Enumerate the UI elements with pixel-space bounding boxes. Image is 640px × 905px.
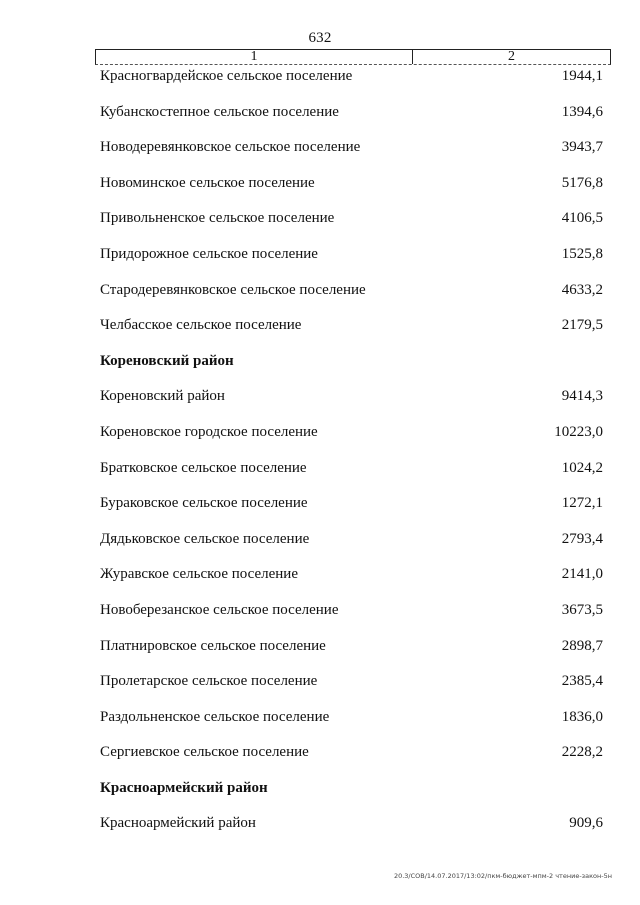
district-heading: Красноармейский район bbox=[100, 779, 268, 796]
amount-value: 2228,2 bbox=[561, 744, 603, 761]
table-row bbox=[100, 208, 603, 244]
amount-value: 3673,5 bbox=[561, 601, 603, 618]
amount-value: 9414,3 bbox=[561, 388, 603, 405]
district-heading-row bbox=[100, 351, 603, 387]
settlement-name: Журавское сельское поселение bbox=[100, 566, 298, 583]
table-row bbox=[100, 529, 603, 565]
amount-value: 4633,2 bbox=[561, 281, 603, 298]
settlement-name: Новоберезанское сельское поселение bbox=[100, 601, 339, 618]
amount-value: 2141,0 bbox=[561, 566, 603, 583]
settlement-name: Красноармейский район bbox=[100, 815, 256, 832]
amount-value: 2898,7 bbox=[561, 637, 603, 654]
table-row bbox=[100, 493, 603, 529]
table-row bbox=[100, 244, 603, 280]
amount-value: 4106,5 bbox=[561, 210, 603, 227]
district-heading-row bbox=[100, 778, 603, 814]
settlement-name: Привольненское сельское поселение bbox=[100, 210, 335, 227]
settlement-name: Братковское сельское поселение bbox=[100, 459, 307, 476]
settlement-name: Раздольненское сельское поселение bbox=[100, 708, 330, 725]
amount-value: 2385,4 bbox=[561, 673, 603, 690]
settlement-name: Сергиевское сельское поселение bbox=[100, 744, 309, 761]
table-row bbox=[100, 600, 603, 636]
amount-value: 1272,1 bbox=[561, 495, 603, 512]
settlement-name: Придорожное сельское поселение bbox=[100, 245, 318, 262]
amount-value: 1836,0 bbox=[561, 708, 603, 725]
settlement-name: Стародеревянковское сельское поселение bbox=[100, 281, 366, 298]
table-row bbox=[100, 671, 603, 707]
table-row bbox=[100, 458, 603, 494]
table-row bbox=[100, 564, 603, 600]
table-row bbox=[100, 636, 603, 672]
column-header-2: 2 bbox=[508, 49, 515, 64]
amount-value: 3943,7 bbox=[561, 139, 603, 156]
amount-value: 1525,8 bbox=[561, 245, 603, 262]
table-row bbox=[100, 315, 603, 351]
settlement-name: Челбасское сельское поселение bbox=[100, 317, 302, 334]
settlement-name: Новоминское сельское поселение bbox=[100, 174, 315, 191]
amount-value: 1944,1 bbox=[561, 68, 603, 84]
page-number: 632 bbox=[308, 30, 332, 46]
amount-value: 5176,8 bbox=[561, 174, 603, 191]
table-row bbox=[100, 813, 603, 849]
column-header-1: 1 bbox=[96, 50, 413, 64]
amount-value: 909,6 bbox=[569, 815, 603, 832]
table-row bbox=[100, 102, 603, 138]
settlement-name: Пролетарское сельское поселение bbox=[100, 673, 318, 690]
district-heading: Кореновский район bbox=[100, 352, 234, 369]
table-header bbox=[95, 49, 611, 65]
table-row bbox=[100, 386, 603, 422]
amount-value: 2179,5 bbox=[561, 317, 603, 334]
amount-value: 1024,2 bbox=[561, 459, 603, 476]
settlement-name: Бураковское сельское поселение bbox=[100, 495, 308, 512]
table-row bbox=[100, 137, 603, 173]
settlement-name: Кореновский район bbox=[100, 388, 225, 405]
settlement-name: Новодеревянковское сельское поселение bbox=[100, 139, 361, 156]
amount-value: 10223,0 bbox=[554, 423, 603, 440]
footer-note: 20.3/СОВ/14.07.2017/13:02/пкм-бюджет-мпм-2 чтение-закон-5н bbox=[393, 872, 612, 880]
amount-value: 2793,4 bbox=[561, 530, 603, 547]
settlement-name: Кубанскостепное сельское поселение bbox=[100, 103, 339, 120]
settlement-name: Платнировское сельское поселение bbox=[100, 637, 326, 654]
amount-value: 1394,6 bbox=[561, 103, 603, 120]
table-row bbox=[100, 742, 603, 778]
table-body bbox=[100, 66, 603, 849]
settlement-name: Дядьковское сельское поселение bbox=[100, 530, 310, 547]
table-row bbox=[100, 173, 603, 209]
settlement-name: Кореновское городское поселение bbox=[100, 423, 318, 440]
table-row bbox=[100, 422, 603, 458]
table-row bbox=[100, 66, 603, 102]
table-row bbox=[100, 280, 603, 316]
settlement-name: Красногвардейское сельское поселение bbox=[100, 68, 353, 84]
table-row bbox=[100, 707, 603, 743]
